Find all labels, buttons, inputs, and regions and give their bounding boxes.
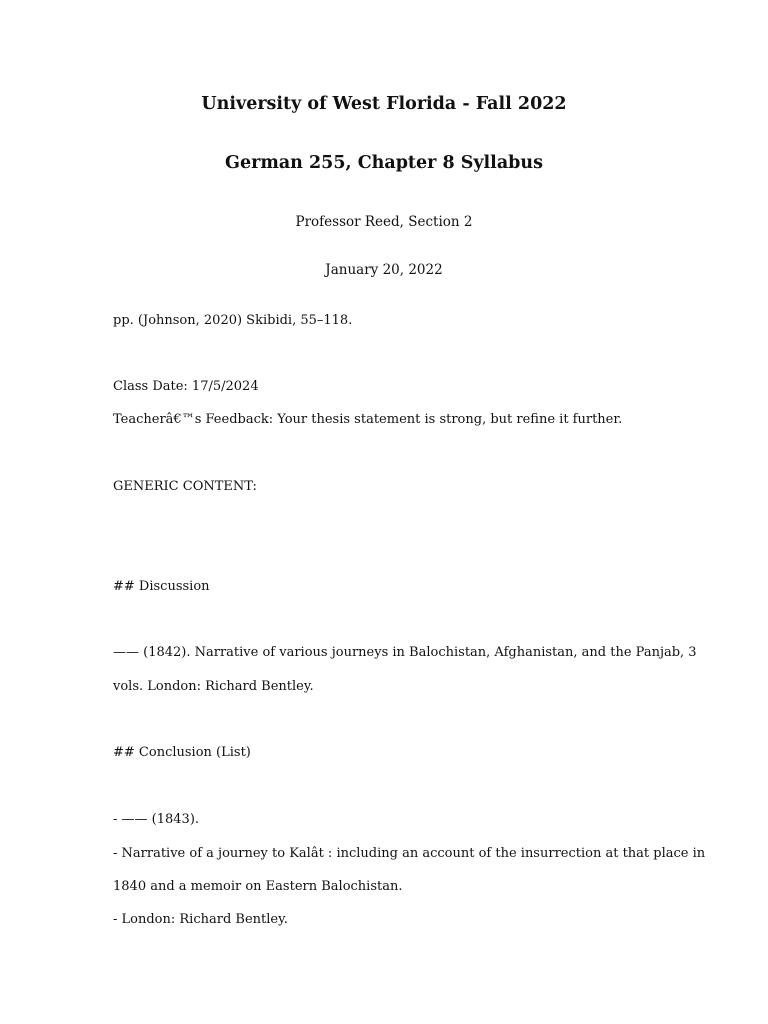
- discussion-text-line-2: vols. London: Richard Bentley.: [113, 679, 314, 694]
- class-date: Class Date: 17/5/2024: [113, 379, 259, 394]
- course-title: German 255, Chapter 8 Syllabus: [225, 153, 543, 173]
- list-item-continuation: 1840 and a memoir on Eastern Balochistan.: [113, 879, 403, 894]
- discussion-text-line-1: —— (1842). Narrative of various journeys in Balochistan, Afghanistan, and the Panjab, 3: [113, 645, 697, 660]
- generic-content-heading: GENERIC CONTENT:: [113, 479, 257, 494]
- conclusion-heading: ## Conclusion (List): [113, 745, 251, 760]
- list-item: - Narrative of a journey to Kalât : including an account of the insurrection at that place in: [113, 846, 706, 861]
- citation-line: pp. (Johnson, 2020) Skibidi, 55–118.: [113, 313, 353, 328]
- professor-line: Professor Reed, Section 2: [295, 214, 473, 230]
- university-title: University of West Florida - Fall 2022: [201, 94, 567, 114]
- document-date: January 20, 2022: [325, 262, 443, 278]
- teacher-feedback: Teacherâ€™s Feedback: Your thesis statement is strong, but refine it further.: [113, 412, 623, 427]
- list-item: - London: Richard Bentley.: [113, 912, 288, 927]
- discussion-heading: ## Discussion: [113, 579, 210, 594]
- list-item: - —— (1843).: [113, 812, 200, 827]
